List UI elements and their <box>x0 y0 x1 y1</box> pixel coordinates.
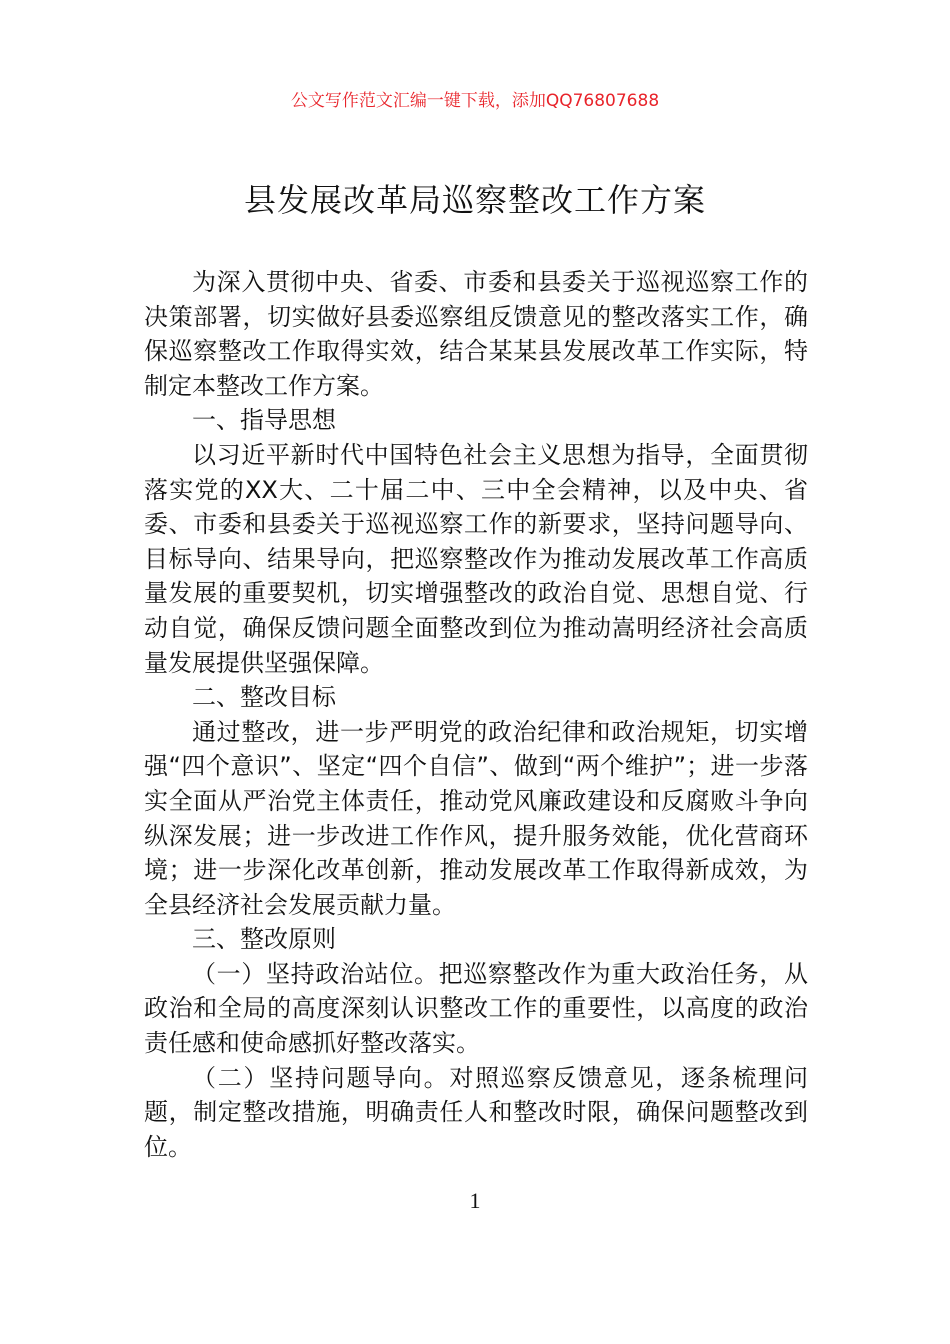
principle-political-stance-paragraph: （一）坚持政治站位。把巡察整改作为重大政治任务，从政治和全局的高度深刻认识整改工作的重要性，以高度的政治责任感和使命感抓好整改落实。 <box>144 959 808 1058</box>
section-heading-rectification-goals: 二、整改目标 <box>192 683 336 712</box>
section-heading-guiding-ideology: 一、指导思想 <box>192 406 336 435</box>
principle-problem-orientation-paragraph: （二）坚持问题导向。对照巡察反馈意见，逐条梳理问题，制定整改措施，明确责任人和整改时限，确保问题整改到位。 <box>144 1063 808 1161</box>
page-number: 1 <box>469 1188 481 1213</box>
rectification-goals-paragraph: 通过整改，进一步严明党的政治纪律和政治规矩，切实增强“四个意识”、坚定“四个自信”、做到“两个维护”；进一步落实全面从严治党主体责任，推动党风廉政建设和反腐败斗争向纵深发展；进一步改进工作作风，提升服务效能，优化营商环境；进一步深化改革创新，推动发展改革工作取得新成效，为全县经济社会发展贡献力量。 <box>144 717 808 919</box>
guiding-ideology-paragraph: 以习近平新时代中国特色社会主义思想为指导，全面贯彻落实党的XX大、二十届二中、三中全会精神，以及中央、省委、市委和县委关于巡视巡察工作的新要求，坚持问题导向、目标导向、结果导向，把巡察整改作为推动发展改革工作高质量发展的重要契机，切实增强整改的政治自觉、思想自觉、行动自觉，确保反馈问题全面整改到位为推动嵩明经济社会高质量发展提供坚强保障。 <box>144 440 808 677</box>
intro-paragraph: 为深入贯彻中央、省委、市委和县委关于巡视巡察工作的决策部署，切实做好县委巡察组反馈意见的整改落实工作，确保巡察整改工作取得实效，结合某某县发展改革工作实际，特制定本整改工作方案。 <box>144 268 808 400</box>
download-banner: 公文写作范文汇编一键下载，添加QQ76807688 <box>290 91 660 111</box>
document-body <box>144 265 808 1164</box>
section-heading-rectification-principles: 三、整改原则 <box>192 925 336 954</box>
document-title: 县发展改革局巡察整改工作方案 <box>243 181 706 219</box>
